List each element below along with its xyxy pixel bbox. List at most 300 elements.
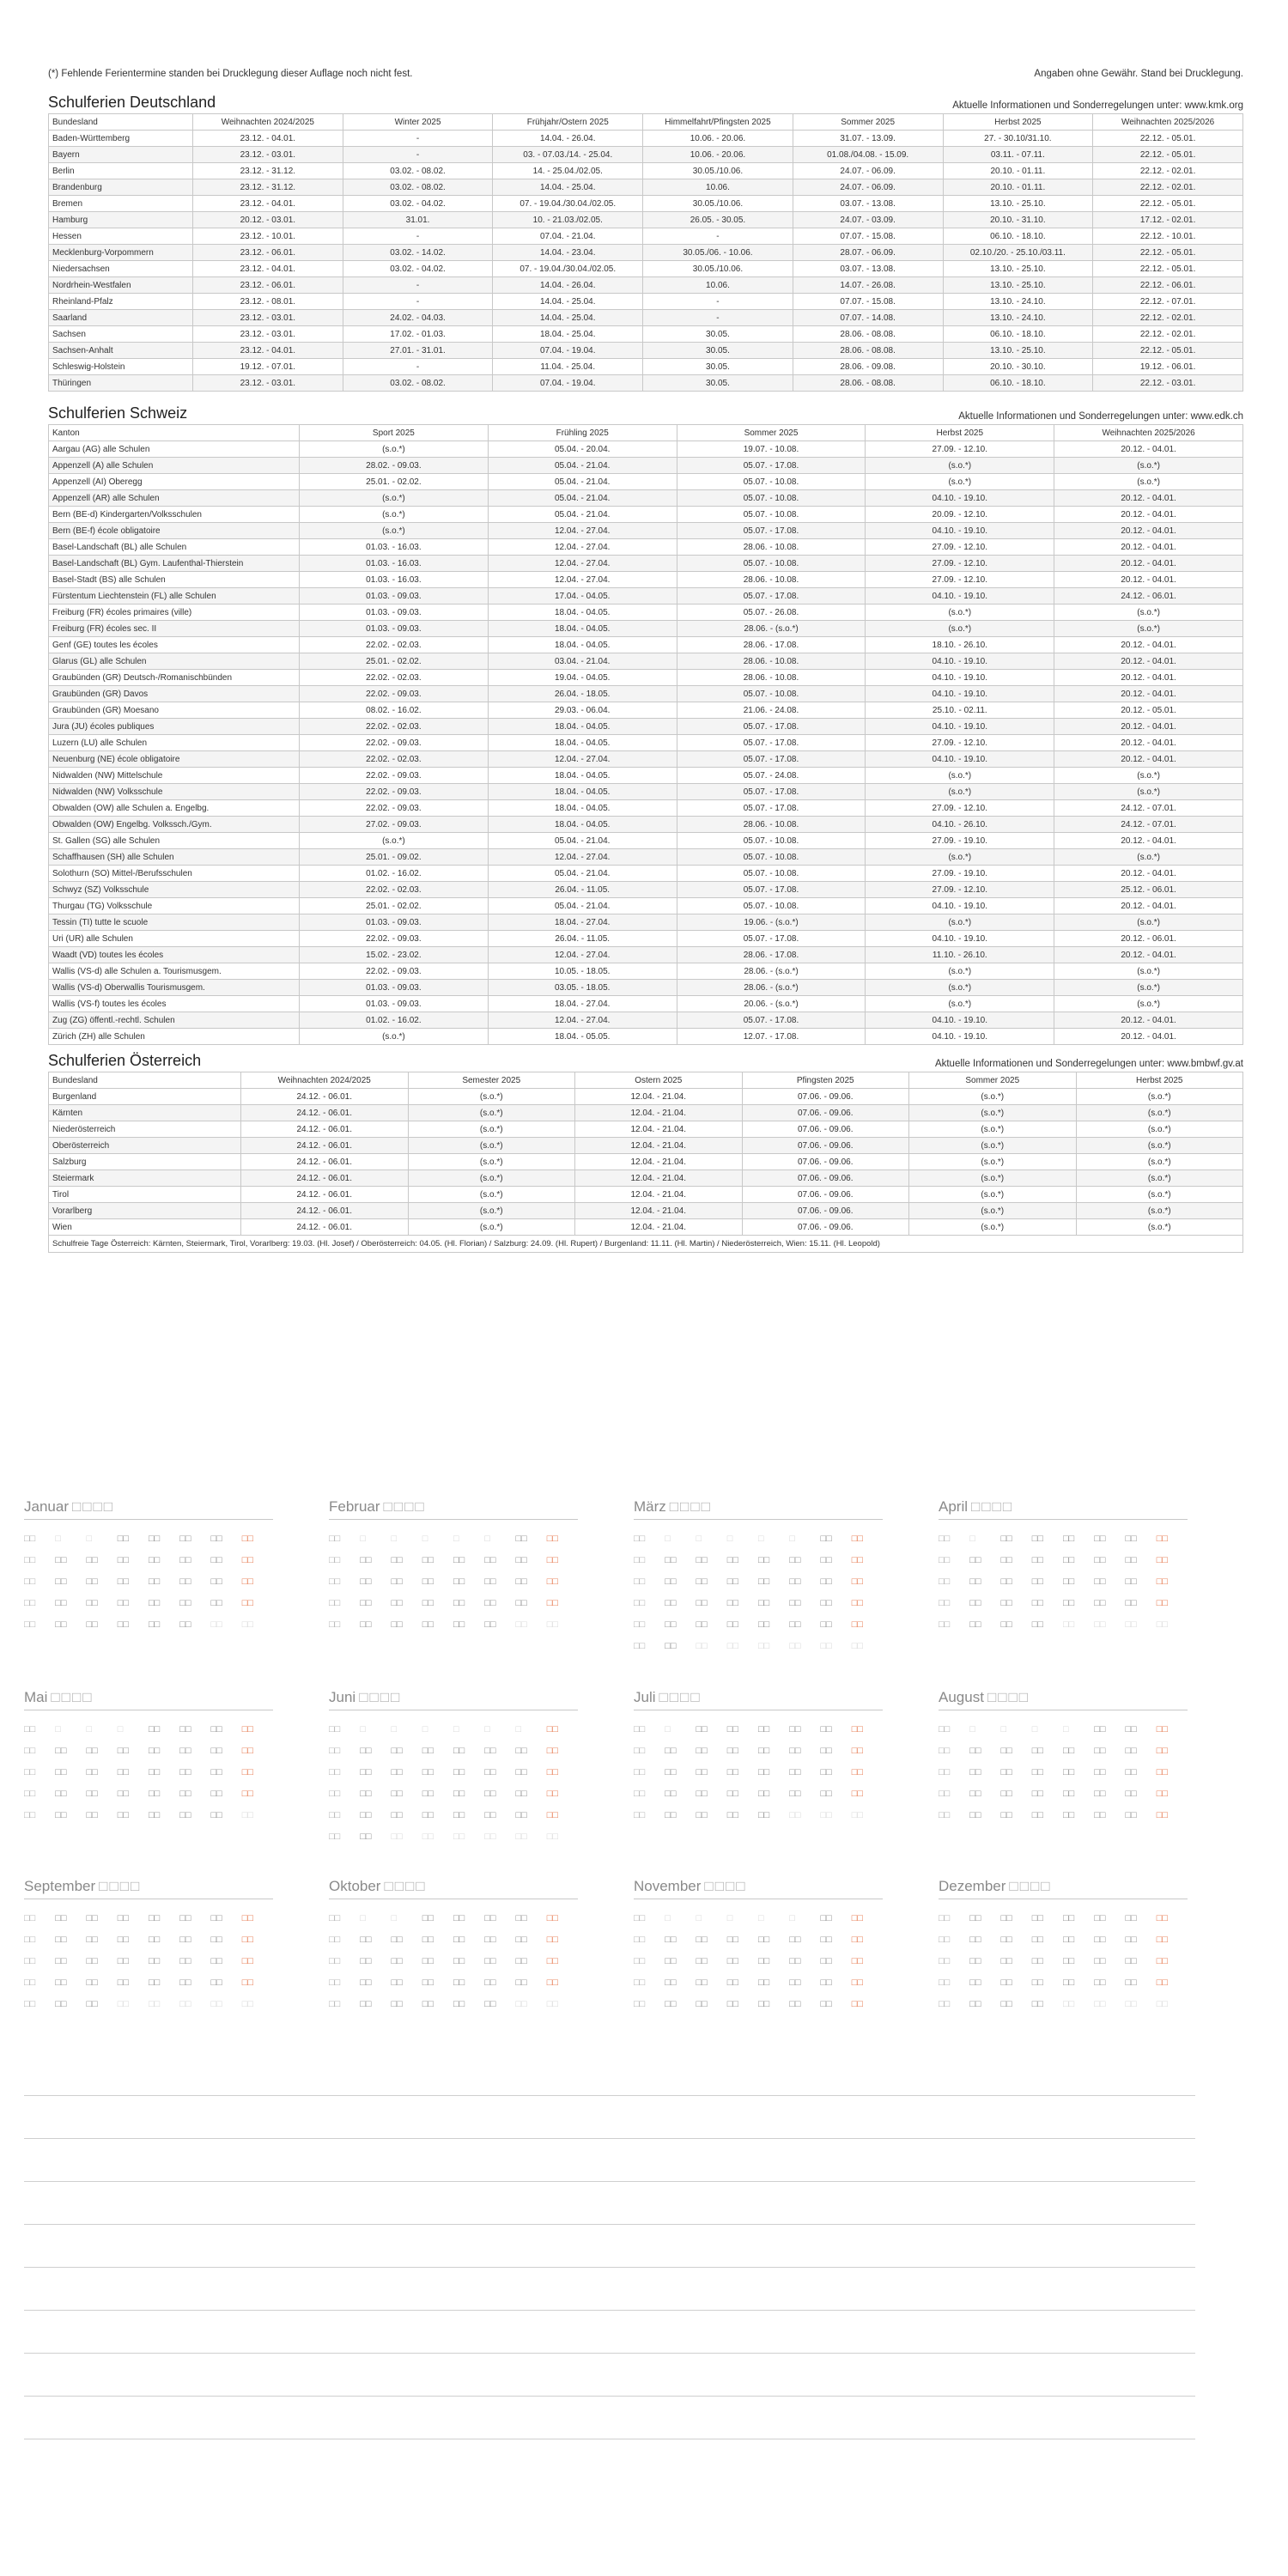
austria-header: Weihnachten 2024/2025	[241, 1072, 409, 1089]
germany-dates: 31.07. - 13.09.	[793, 131, 943, 147]
germany-region: Thüringen	[49, 375, 193, 392]
switzerland-dates: 05.07. - 10.08.	[677, 866, 866, 882]
day-cell: □□	[1031, 1598, 1044, 1608]
day-cell: □□	[391, 1935, 403, 1945]
day-cell: □□	[484, 1577, 496, 1587]
month-day-grid	[634, 1908, 883, 2015]
day-cell: □□	[1156, 1555, 1169, 1565]
day-cell: □□	[1000, 1577, 1012, 1587]
day-cell: □□	[758, 1978, 770, 1988]
switzerland-dates: 15.02. - 23.02.	[300, 947, 489, 963]
day-cell: □	[117, 1724, 124, 1735]
week-number: □□	[939, 1999, 951, 2009]
day-cell: □□	[1125, 1598, 1137, 1608]
switzerland-dates: 20.12. - 04.01.	[1054, 947, 1243, 963]
day-cell: □□	[360, 1978, 372, 1988]
day-cell: □□	[179, 1746, 191, 1756]
germany-region: Brandenburg	[49, 179, 193, 196]
day-cell: □□	[241, 1913, 254, 1923]
day-cell: □□	[969, 1789, 981, 1799]
day-cell: □□	[1000, 1789, 1012, 1799]
day-cell: □□	[241, 1534, 254, 1544]
day-cell: □	[484, 1724, 490, 1735]
austria-dates: (s.o.*)	[909, 1138, 1077, 1154]
month-april	[939, 1498, 1188, 1636]
germany-dates: 22.12. - 02.01.	[1093, 163, 1243, 179]
austria-dates: 12.04. - 21.04.	[575, 1170, 743, 1187]
germany-dates: 03.02. - 08.02.	[343, 163, 493, 179]
austria-dates: (s.o.*)	[408, 1187, 575, 1203]
switzerland-dates: 12.04. - 27.04.	[488, 1012, 677, 1029]
month-day-grid	[939, 1528, 1188, 1636]
switzerland-dates: 25.01. - 02.02.	[300, 898, 489, 914]
week-number: □□	[634, 1956, 646, 1966]
germany-dates: 23.12. - 04.01.	[193, 196, 343, 212]
austria-row	[49, 1121, 1243, 1138]
germany-dates: 19.12. - 06.01.	[1093, 359, 1243, 375]
week-number: □□	[634, 1555, 646, 1565]
austria-dates: 07.06. - 09.06.	[742, 1187, 909, 1203]
switzerland-row	[49, 523, 1243, 539]
germany-dates: 20.10. - 01.11.	[943, 163, 1093, 179]
day-cell: □□	[1031, 1956, 1044, 1966]
week-number: □□	[634, 1935, 646, 1945]
switzerland-dates: 05.04. - 21.04.	[488, 458, 677, 474]
week-number: □□	[939, 1534, 951, 1544]
switzerland-dates: 05.07. - 10.08.	[677, 686, 866, 702]
day-cell: □□	[546, 1978, 559, 1988]
day-cell: □□	[1125, 1956, 1137, 1966]
switzerland-row	[49, 963, 1243, 980]
switzerland-dates: 24.12. - 06.01.	[1054, 588, 1243, 605]
day-cell: □□	[484, 1832, 496, 1842]
day-cell: □□	[1000, 1598, 1012, 1608]
month-august	[939, 1689, 1188, 1826]
germany-header: Weihnachten 2024/2025	[193, 114, 343, 131]
germany-dates: 30.05.	[643, 359, 793, 375]
switzerland-dates: 04.10. - 19.10.	[866, 751, 1054, 768]
switzerland-dates: 05.07. - 17.08.	[677, 1012, 866, 1029]
switzerland-dates: (s.o.*)	[866, 996, 1054, 1012]
switzerland-dates: 05.07. - 17.08.	[677, 523, 866, 539]
germany-row	[49, 261, 1243, 277]
month-juni	[329, 1689, 578, 1848]
day-cell: □□	[1031, 1935, 1044, 1945]
germany-header: Winter 2025	[343, 114, 493, 131]
day-cell: □□	[453, 1746, 465, 1756]
week-number: □□	[634, 1724, 646, 1735]
week-number: □□	[24, 1978, 36, 1988]
switzerland-dates: 20.12. - 06.01.	[1054, 931, 1243, 947]
germany-dates: 03. - 07.03./14. - 25.04.	[493, 147, 643, 163]
day-cell: □	[789, 1534, 795, 1544]
switzerland-dates: 20.12. - 04.01.	[1054, 507, 1243, 523]
switzerland-dates: 20.12. - 04.01.	[1054, 670, 1243, 686]
switzerland-dates: (s.o.*)	[866, 458, 1054, 474]
day-cell: □□	[1156, 1956, 1169, 1966]
austria-dates: 12.04. - 21.04.	[575, 1105, 743, 1121]
day-cell: □□	[789, 1746, 801, 1756]
germany-dates: 14.04. - 25.04.	[493, 310, 643, 326]
day-cell: □□	[179, 1913, 191, 1923]
germany-dates: 22.12. - 05.01.	[1093, 196, 1243, 212]
day-cell: □□	[820, 1598, 832, 1608]
week-number: □□	[939, 1555, 951, 1565]
week-number: □□	[24, 1999, 36, 2009]
austria-dates: 12.04. - 21.04.	[575, 1138, 743, 1154]
day-cell: □□	[546, 1999, 559, 2009]
germany-header: Bundesland	[49, 114, 193, 131]
switzerland-dates: (s.o.*)	[300, 490, 489, 507]
day-cell: □□	[1063, 1577, 1075, 1587]
day-cell: □□	[726, 1935, 739, 1945]
austria-dates: 24.12. - 06.01.	[241, 1170, 409, 1187]
germany-row	[49, 163, 1243, 179]
year-label: □□□□	[71, 1498, 115, 1515]
switzerland-dates: 18.10. - 26.10.	[866, 637, 1054, 653]
day-cell: □□	[820, 1789, 832, 1799]
switzerland-dates: 27.09. - 12.10.	[866, 572, 1054, 588]
switzerland-dates: 12.04. - 27.04.	[488, 849, 677, 866]
germany-row	[49, 228, 1243, 245]
week-number: □□	[24, 1913, 36, 1923]
germany-dates: 22.12. - 05.01.	[1093, 343, 1243, 359]
day-cell: □□	[820, 1913, 832, 1923]
day-cell: □□	[391, 1978, 403, 1988]
missing-dates-note: (*) Fehlende Ferientermine standen bei Drucklegung dieser Auflage noch nicht fest.	[48, 69, 413, 79]
week-number: □□	[24, 1935, 36, 1945]
day-cell: □	[360, 1724, 366, 1735]
month-mai	[24, 1689, 273, 1826]
germany-dates: 10.06.	[643, 179, 793, 196]
day-cell: □□	[210, 1746, 222, 1756]
switzerland-dates: 20.12. - 04.01.	[1054, 539, 1243, 556]
switzerland-dates: 05.07. - 17.08.	[677, 931, 866, 947]
year-label: □□□□	[383, 1498, 426, 1515]
switzerland-header: Sommer 2025	[677, 425, 866, 441]
day-cell: □□	[86, 1577, 98, 1587]
switzerland-dates: 22.02. - 02.03.	[300, 882, 489, 898]
germany-dates: 30.05./10.06.	[643, 196, 793, 212]
switzerland-dates: 20.12. - 04.01.	[1054, 735, 1243, 751]
switzerland-section	[48, 405, 1243, 1045]
day-cell: □□	[851, 1619, 864, 1630]
week-number: □□	[329, 1746, 341, 1756]
switzerland-dates: 05.07. - 17.08.	[677, 751, 866, 768]
switzerland-dates: 12.04. - 27.04.	[488, 572, 677, 588]
day-cell: □□	[1156, 1789, 1169, 1799]
germany-dates: 30.05.	[643, 343, 793, 359]
germany-dates: 14.04. - 25.04.	[493, 179, 643, 196]
disclaimer-note: Angaben ohne Gewähr. Stand bei Drucklegung.	[1034, 69, 1243, 79]
day-cell: □□	[789, 1724, 801, 1735]
switzerland-row	[49, 1029, 1243, 1045]
austria-row	[49, 1170, 1243, 1187]
month-day-grid	[329, 1528, 578, 1636]
day-cell: □□	[851, 1913, 864, 1923]
switzerland-dates: 05.07. - 26.08.	[677, 605, 866, 621]
germany-dates: 01.08./04.08. - 15.09.	[793, 147, 943, 163]
switzerland-dates: 04.10. - 19.10.	[866, 490, 1054, 507]
germany-dates: 07. - 19.04./30.04./02.05.	[493, 261, 643, 277]
day-cell: □□	[241, 1598, 254, 1608]
switzerland-dates: (s.o.*)	[866, 621, 1054, 637]
day-cell: □□	[1063, 1767, 1075, 1777]
switzerland-dates: 28.06. - 10.08.	[677, 653, 866, 670]
day-cell: □□	[851, 1789, 864, 1799]
week-number: □□	[329, 1555, 341, 1565]
year-label: □□□□	[669, 1498, 712, 1515]
day-cell: □□	[149, 1913, 161, 1923]
day-cell: □□	[969, 1810, 981, 1820]
germany-region: Baden-Württemberg	[49, 131, 193, 147]
day-cell: □□	[55, 1913, 67, 1923]
day-cell: □□	[241, 1619, 254, 1630]
day-cell: □□	[391, 1619, 403, 1630]
germany-dates: 28.06. - 08.08.	[793, 326, 943, 343]
day-cell: □□	[55, 1999, 67, 2009]
day-cell: □□	[1156, 1978, 1169, 1988]
switzerland-dates: 05.04. - 21.04.	[488, 490, 677, 507]
austria-dates: 12.04. - 21.04.	[575, 1089, 743, 1105]
germany-dates: 23.12. - 03.01.	[193, 375, 343, 392]
day-cell: □□	[484, 1746, 496, 1756]
week-number: □□	[329, 1767, 341, 1777]
switzerland-dates: (s.o.*)	[1054, 605, 1243, 621]
week-number: □□	[634, 1598, 646, 1608]
switzerland-dates: 12.04. - 27.04.	[488, 556, 677, 572]
day-cell: □□	[1094, 1598, 1106, 1608]
germany-header: Sommer 2025	[793, 114, 943, 131]
day-cell: □□	[851, 1810, 864, 1820]
week-number: □□	[24, 1577, 36, 1587]
day-cell: □□	[422, 1913, 434, 1923]
day-cell: □□	[360, 1832, 372, 1842]
day-cell: □□	[758, 1724, 770, 1735]
day-cell: □□	[86, 1598, 98, 1608]
austria-dates: 07.06. - 09.06.	[742, 1138, 909, 1154]
austria-title: Schulferien Österreich	[48, 1052, 202, 1069]
switzerland-dates: 05.07. - 10.08.	[677, 507, 866, 523]
month-title	[329, 1689, 578, 1710]
switzerland-row	[49, 507, 1243, 523]
day-cell: □	[515, 1724, 522, 1735]
day-cell: □□	[1094, 1789, 1106, 1799]
day-cell: □□	[484, 1810, 496, 1820]
germany-dates: 10.06. - 20.06.	[643, 147, 793, 163]
switzerland-row	[49, 588, 1243, 605]
germany-dates: 14.04. - 26.04.	[493, 277, 643, 294]
switzerland-row	[49, 898, 1243, 914]
switzerland-dates: 05.07. - 17.08.	[677, 784, 866, 800]
switzerland-dates: 25.01. - 02.02.	[300, 474, 489, 490]
switzerland-dates: 28.06. - 17.08.	[677, 637, 866, 653]
day-cell: □□	[969, 1999, 981, 2009]
switzerland-dates: (s.o.*)	[300, 441, 489, 458]
austria-dates: (s.o.*)	[1076, 1121, 1243, 1138]
germany-dates: 30.05./06. - 10.06.	[643, 245, 793, 261]
switzerland-dates: 12.04. - 27.04.	[488, 523, 677, 539]
day-cell: □□	[422, 1935, 434, 1945]
day-cell: □□	[453, 1999, 465, 2009]
day-cell: □□	[241, 1810, 254, 1820]
day-cell: □□	[422, 1789, 434, 1799]
day-cell: □	[1063, 1724, 1069, 1735]
switzerland-dates: 24.12. - 07.01.	[1054, 800, 1243, 817]
day-cell: □□	[851, 1978, 864, 1988]
switzerland-dates: 01.03. - 16.03.	[300, 556, 489, 572]
switzerland-dates: 20.12. - 04.01.	[1054, 441, 1243, 458]
germany-dates: 22.12. - 07.01.	[1093, 294, 1243, 310]
day-cell: □□	[515, 1534, 527, 1544]
month-title	[24, 1689, 273, 1710]
day-cell: □□	[1156, 1810, 1169, 1820]
switzerland-row	[49, 621, 1243, 637]
day-cell: □	[969, 1534, 975, 1544]
day-cell: □□	[1000, 1913, 1012, 1923]
day-cell: □□	[391, 1789, 403, 1799]
week-number: □□	[329, 1913, 341, 1923]
month-day-grid	[329, 1908, 578, 2015]
germany-dates: 23.12. - 03.01.	[193, 310, 343, 326]
month-juli	[634, 1689, 883, 1826]
day-cell: □□	[758, 1767, 770, 1777]
day-cell: □□	[179, 1789, 191, 1799]
switzerland-dates: 20.12. - 04.01.	[1054, 719, 1243, 735]
switzerland-dates: 18.04. - 04.05.	[488, 768, 677, 784]
day-cell: □□	[210, 1789, 222, 1799]
day-cell: □	[86, 1724, 93, 1735]
switzerland-dates: 18.04. - 27.04.	[488, 914, 677, 931]
day-cell: □□	[391, 1598, 403, 1608]
germany-dates: 24.02. - 04.03.	[343, 310, 493, 326]
austria-row	[49, 1154, 1243, 1170]
day-cell: □□	[1125, 1999, 1137, 2009]
day-cell: □□	[969, 1555, 981, 1565]
day-cell: □□	[851, 1999, 864, 2009]
switzerland-region: Uri (UR) alle Schulen	[49, 931, 300, 947]
switzerland-region: Neuenburg (NE) école obligatoire	[49, 751, 300, 768]
switzerland-dates: 22.02. - 09.03.	[300, 686, 489, 702]
switzerland-dates: 18.04. - 04.05.	[488, 735, 677, 751]
germany-dates: 23.12. - 03.01.	[193, 147, 343, 163]
switzerland-dates: 05.07. - 17.08.	[677, 800, 866, 817]
day-cell: □□	[55, 1956, 67, 1966]
switzerland-dates: 27.09. - 12.10.	[866, 735, 1054, 751]
switzerland-dates: (s.o.*)	[1054, 914, 1243, 931]
day-cell: □□	[789, 1619, 801, 1630]
germany-region: Saarland	[49, 310, 193, 326]
day-cell: □□	[241, 1577, 254, 1587]
year-label: □□□□	[659, 1689, 702, 1705]
day-cell: □□	[789, 1935, 801, 1945]
day-cell: □□	[820, 1999, 832, 2009]
day-cell: □□	[546, 1956, 559, 1966]
germany-region: Mecklenburg-Vorpommern	[49, 245, 193, 261]
month-dezember	[939, 1878, 1188, 2015]
day-cell: □□	[665, 1999, 677, 2009]
day-cell: □□	[665, 1598, 677, 1608]
month-name: Juni	[329, 1689, 356, 1705]
day-cell: □□	[1125, 1978, 1137, 1988]
day-cell: □□	[391, 1956, 403, 1966]
germany-region: Sachsen	[49, 326, 193, 343]
germany-dates: 13.10. - 24.10.	[943, 294, 1093, 310]
switzerland-region: Obwalden (OW) Engelbg. Volkssch./Gym.	[49, 817, 300, 833]
day-cell: □	[789, 1913, 795, 1923]
day-cell: □□	[515, 1810, 527, 1820]
austria-row	[49, 1138, 1243, 1154]
month-title	[24, 1878, 273, 1899]
day-cell: □	[391, 1913, 398, 1923]
week-number: □□	[329, 1832, 341, 1842]
germany-dates: 06.10. - 18.10.	[943, 375, 1093, 392]
day-cell: □□	[1094, 1619, 1106, 1630]
day-cell: □□	[360, 1956, 372, 1966]
month-name: Juli	[634, 1689, 656, 1705]
day-cell: □□	[1063, 1789, 1075, 1799]
switzerland-dates: 20.12. - 04.01.	[1054, 556, 1243, 572]
germany-header: Himmelfahrt/Pfingsten 2025	[643, 114, 793, 131]
day-cell: □□	[1094, 1555, 1106, 1565]
day-cell: □□	[422, 1619, 434, 1630]
day-cell: □□	[86, 1956, 98, 1966]
day-cell: □□	[484, 1619, 496, 1630]
switzerland-row	[49, 980, 1243, 996]
germany-dates: -	[343, 228, 493, 245]
day-cell: □□	[210, 1598, 222, 1608]
austria-dates: (s.o.*)	[408, 1154, 575, 1170]
day-cell: □□	[851, 1724, 864, 1735]
switzerland-dates: 20.12. - 04.01.	[1054, 653, 1243, 670]
day-cell: □□	[55, 1746, 67, 1756]
germany-dates: 07.04. - 21.04.	[493, 228, 643, 245]
germany-dates: 14.04. - 25.04.	[493, 294, 643, 310]
day-cell: □□	[726, 1789, 739, 1799]
year-label: □□□□	[971, 1498, 1014, 1515]
day-cell: □□	[1125, 1789, 1137, 1799]
day-cell: □□	[969, 1913, 981, 1923]
germany-row	[49, 196, 1243, 212]
switzerland-region: Basel-Landschaft (BL) Gym. Laufenthal-Thierstein	[49, 556, 300, 572]
germany-dates: 22.12. - 05.01.	[1093, 147, 1243, 163]
month-day-grid	[939, 1719, 1188, 1826]
day-cell: □	[422, 1534, 428, 1544]
day-cell: □□	[179, 1767, 191, 1777]
day-cell: □□	[696, 1999, 708, 2009]
day-cell: □□	[210, 1810, 222, 1820]
year-label: □□□□	[704, 1878, 747, 1894]
germany-row	[49, 310, 1243, 326]
switzerland-row	[49, 947, 1243, 963]
day-cell: □□	[726, 1577, 739, 1587]
day-cell: □□	[117, 1555, 130, 1565]
switzerland-dates: (s.o.*)	[1054, 963, 1243, 980]
day-cell: □□	[758, 1999, 770, 2009]
month-november	[634, 1878, 883, 2015]
day-cell: □□	[1063, 1619, 1075, 1630]
month-day-grid	[634, 1528, 883, 1657]
week-number: □□	[634, 1913, 646, 1923]
switzerland-dates: 19.04. - 04.05.	[488, 670, 677, 686]
switzerland-region: Fürstentum Liechtenstein (FL) alle Schulen	[49, 588, 300, 605]
switzerland-dates: 08.02. - 16.02.	[300, 702, 489, 719]
day-cell: □□	[391, 1577, 403, 1587]
germany-dates: 03.07. - 13.08.	[793, 261, 943, 277]
switzerland-dates: 05.04. - 20.04.	[488, 441, 677, 458]
austria-section	[48, 1053, 1243, 1253]
day-cell: □□	[149, 1619, 161, 1630]
